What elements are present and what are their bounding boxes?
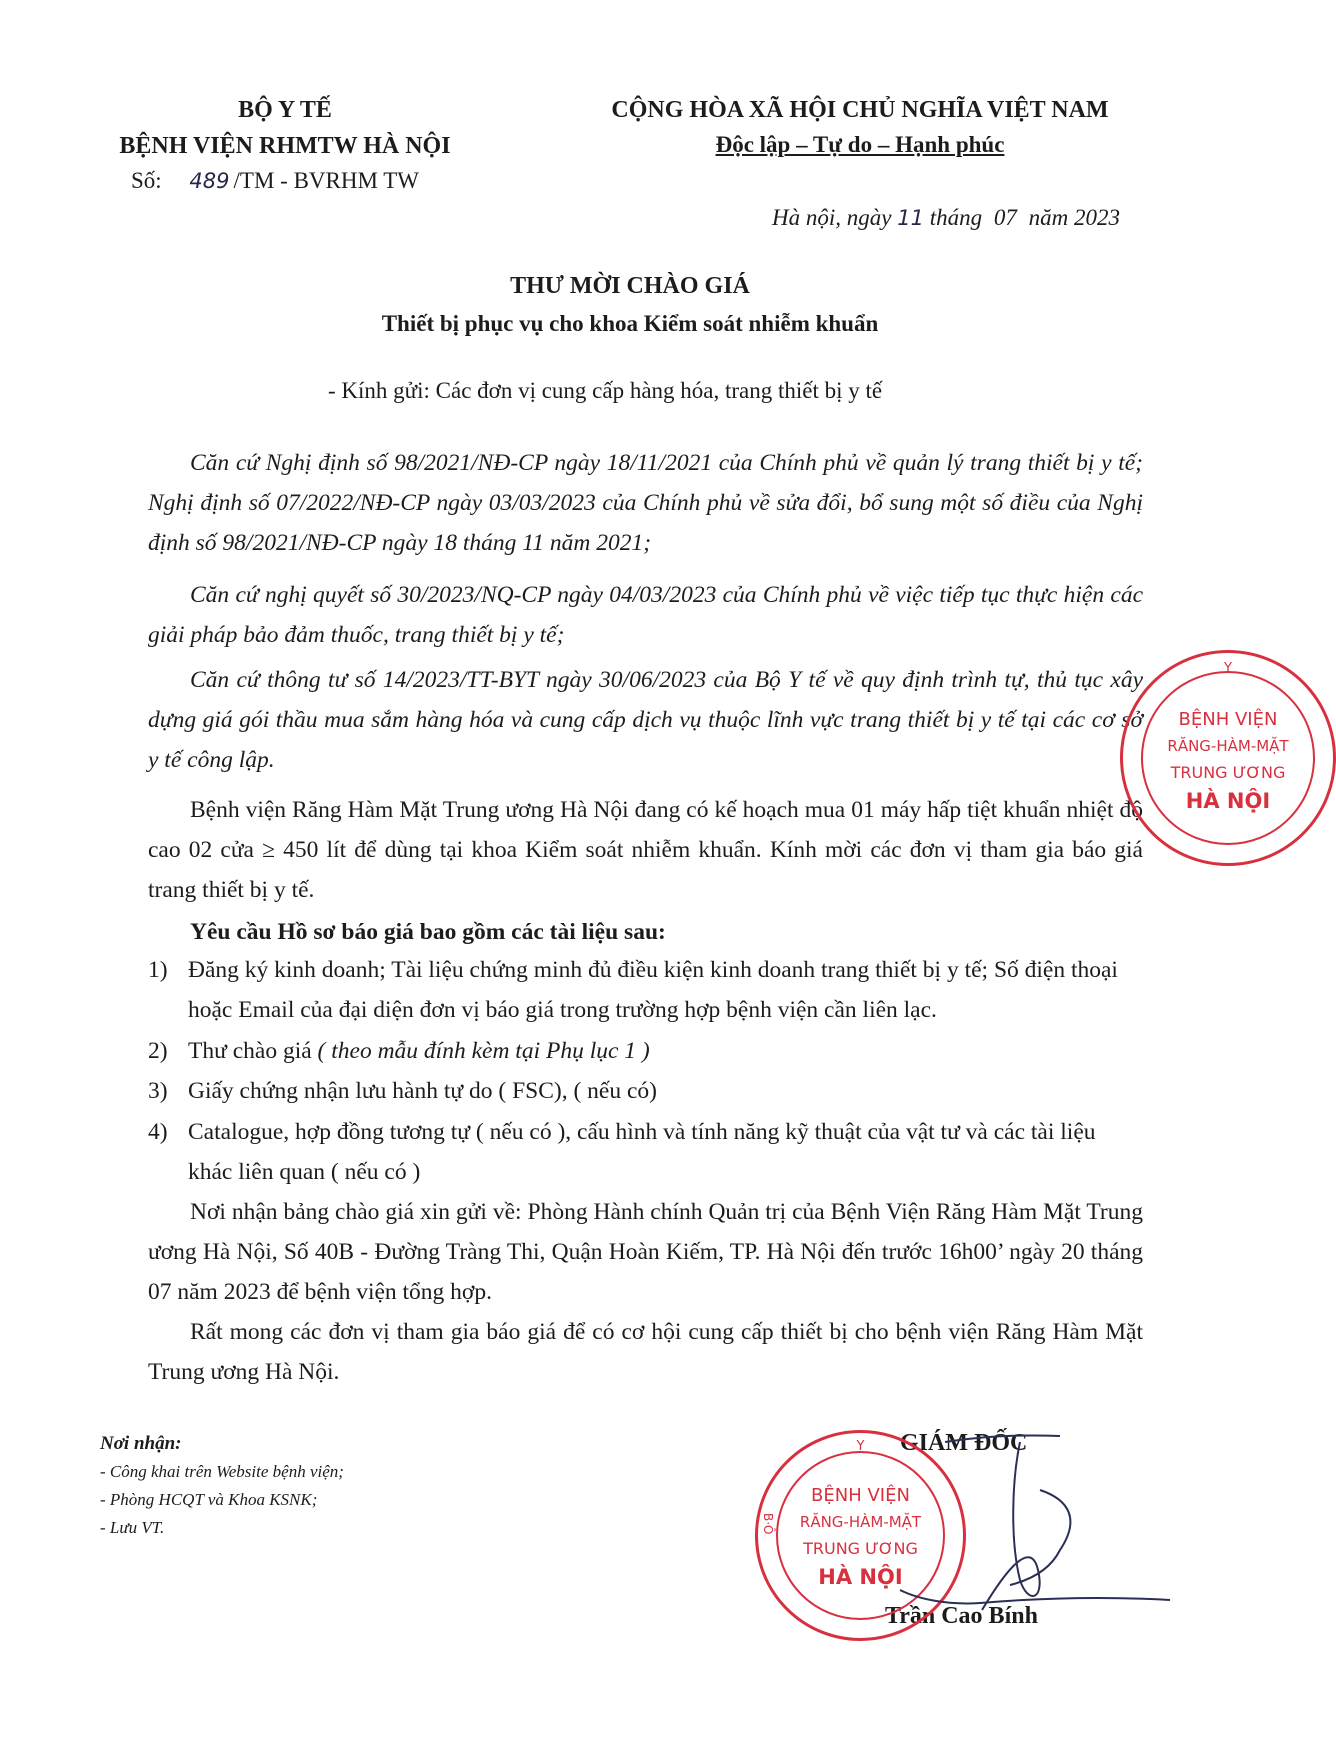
stamp-line-3: TRUNG ƯƠNG — [803, 1539, 918, 1558]
requirement-item — [148, 1071, 1138, 1111]
header-right — [585, 92, 1135, 162]
requirement-item — [148, 950, 1138, 1030]
stamp-line-1: BỆNH VIỆN — [811, 1485, 910, 1506]
requirement-text: Catalogue, hợp đồng tương tự ( nếu có ), cấu hình và tính năng kỹ thuật của vật tư và các tài liệu khác liên quan ( nếu có ) — [188, 1119, 1096, 1185]
submission-paragraph — [148, 1192, 1143, 1312]
submission-text: Nơi nhận bảng chào giá xin gửi về: Phòng Hành chính Quản trị của Bệnh Viện Răng Hàm Mặt Trung ương Hà Nội, Số 40B - Đường Tràng Thi, Quận Hoàn Kiếm, TP. Hà Nội đến trước 16h00’ ngày 20 tháng 07 năm 2023 để bệnh viện tổng hợp. — [148, 1199, 1143, 1305]
document-subtitle: Thiết bị phục vụ cho khoa Kiểm soát nhiễm khuẩn — [381, 311, 879, 336]
edge-stamp-top-letter: Y — [1224, 661, 1232, 676]
stamp-line-4: HÀ NỘI — [818, 1565, 903, 1589]
document-date — [772, 205, 1152, 231]
legal-basis-2-text: Căn cứ nghị quyết số 30/2023/NQ-CP ngày 04/03/2023 của Chính phủ về việc tiếp tục thực hiện các giải pháp bảo đảm thuốc, trang thiết bị y tế; — [148, 582, 1143, 648]
closing-text: Rất mong các đơn vị tham gia báo giá để có cơ hội cung cấp thiết bị cho bệnh viện Răng Hàm Mặt Trung ương Hà Nội. — [148, 1319, 1143, 1385]
header-left — [100, 92, 470, 198]
edge-stamp-line-4: HÀ NỘI — [1185, 789, 1271, 813]
requirement-number: 2) — [148, 1038, 168, 1064]
legal-basis-3-text: Căn cứ thông tư số 14/2023/TT-BYT ngày 30/06/2023 của Bộ Y tế về quy định trình tự, thủ tục xây dựng giá gói thầu mua sắm hàng hóa và cung cấp dịch vụ thuộc lĩnh vực trang thiết bị y tế tại các cơ sở y tế công lập. — [148, 667, 1143, 773]
recipients-item: - Phòng HCQT và Khoa KSNK; — [100, 1490, 318, 1509]
requirement-item — [148, 1112, 1138, 1192]
motto: Độc lập – Tự do – Hạnh phúc — [715, 132, 1005, 157]
requirement-text: Giấy chứng nhận lưu hành tự do ( FSC), ( nếu có) — [188, 1078, 657, 1104]
recipients-item: - Công khai trên Website bệnh viện; — [100, 1462, 344, 1481]
stamp-top-letter: Y — [856, 1439, 865, 1454]
stamp-left-letters: B·Ô — [761, 1513, 775, 1535]
hospital-name: BỆNH VIỆN RHMTW HÀ NỘI — [119, 133, 451, 159]
requirement-number: 4) — [148, 1119, 168, 1145]
edge-stamp-line-1: BỆNH VIỆN — [1178, 709, 1278, 730]
legal-basis-1 — [148, 443, 1143, 563]
recipient-line: - Kính gửi: Các đơn vị cung cấp hàng hóa, trang thiết bị y tế — [328, 378, 883, 403]
document-title: THƯ MỜI CHÀO GIÁ — [510, 273, 750, 299]
requirement-text: Thư chào giá — [188, 1038, 312, 1064]
edge-stamp — [1120, 650, 1336, 866]
requirements-heading: Yêu cầu Hồ sơ báo giá bao gồm các tài liệu sau: — [190, 919, 666, 945]
edge-stamp-line-3: TRUNG ƯƠNG — [1170, 763, 1286, 782]
date-year: năm 2023 — [1028, 205, 1120, 230]
date-day-handwritten: 11 — [897, 206, 924, 230]
requirement-note: ( theo mẫu đính kèm tại Phụ lục 1 ) — [317, 1038, 650, 1064]
intro-paragraph — [148, 790, 1143, 910]
handwritten-signature — [860, 1430, 1180, 1650]
date-prefix: Hà nội, ngày — [772, 205, 892, 230]
recipients-heading: Nơi nhận: — [100, 1433, 182, 1454]
date-month-text: tháng — [929, 205, 983, 230]
requirement-number: 3) — [148, 1078, 168, 1104]
recipients-item: - Lưu VT. — [100, 1518, 165, 1537]
date-month: 07 — [993, 205, 1017, 230]
legal-basis-1-text: Căn cứ Nghị định số 98/2021/NĐ-CP ngày 18/11/2021 của Chính phủ về quản lý trang thiết bị y tế; Nghị định số 07/2022/NĐ-CP ngày 03/03/2023 của Chính phủ về sửa đổi, bổ sung một số điều của Nghị định số 98/2021/NĐ-CP ngày 18 tháng 11 năm 2021; — [148, 450, 1143, 556]
closing-paragraph — [148, 1312, 1143, 1392]
recipients-block — [100, 1430, 460, 1542]
ref-number-handwritten: 489 — [189, 169, 230, 193]
signer-name: Trần Cao Bính — [885, 1603, 1038, 1629]
requirement-number: 1) — [148, 957, 168, 983]
legal-basis-2 — [148, 575, 1143, 655]
intro-text: Bệnh viện Răng Hàm Mặt Trung ương Hà Nội đang có kế hoạch mua 01 máy hấp tiệt khuẩn nhiệt độ cao 02 cửa ≥ 450 lít để dùng tại khoa Kiểm soát nhiễm khuẩn. Kính mời các đơn vị tham gia báo giá trang thiết bị y tế. — [148, 797, 1143, 903]
ref-suffix: /TM - BVRHM TW — [233, 168, 420, 193]
ref-prefix: Số: — [130, 168, 162, 193]
requirement-text: Đăng ký kinh doanh; Tài liệu chứng minh đủ điều kiện kinh doanh trang thiết bị y tế; Số điện thoại hoặc Email của đại diện đơn vị báo giá trong trường hợp bệnh viện cần liên lạc. — [188, 957, 1118, 1023]
country-name: CỘNG HÒA XÃ HỘI CHỦ NGHĨA VIỆT NAM — [611, 97, 1109, 123]
edge-stamp-line-2: RĂNG-HÀM-MẶT — [1167, 737, 1289, 755]
signer-role: GIÁM ĐỐC — [900, 1430, 1028, 1456]
document-reference — [90, 164, 460, 198]
stamp-line-2: RĂNG-HÀM-MẶT — [799, 1513, 922, 1531]
agency-name: BỘ Y TẾ — [238, 97, 332, 123]
requirement-item — [148, 1031, 1138, 1071]
legal-basis-3 — [148, 660, 1143, 780]
